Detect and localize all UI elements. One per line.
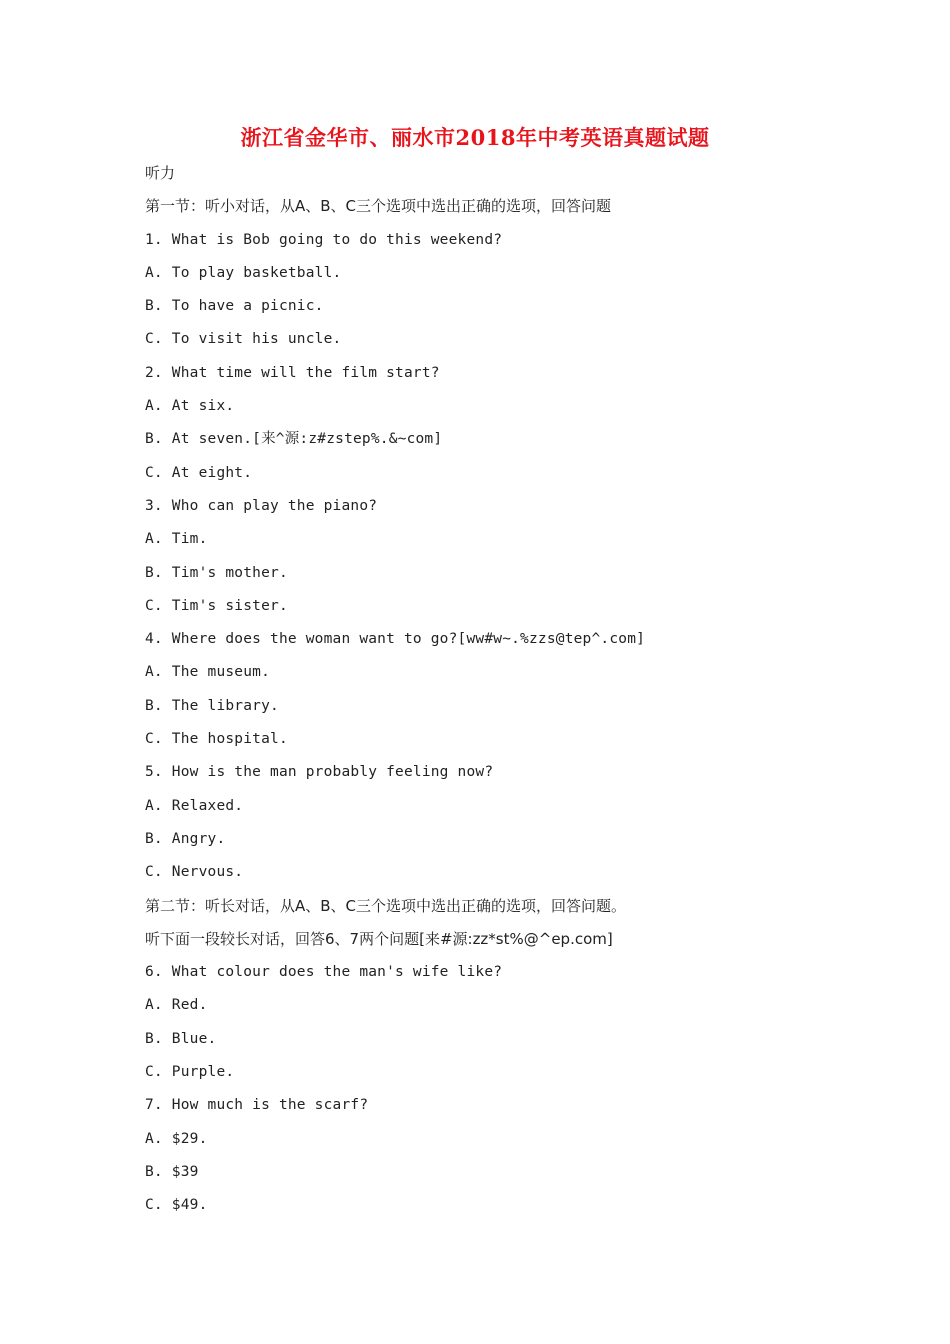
answer-option: C. $49. (145, 1197, 208, 1214)
answer-option: C. Purple. (145, 1064, 235, 1081)
answer-option: A. Tim. (145, 531, 208, 548)
answer-option: C. Tim's sister. (145, 597, 288, 614)
section-instruction: 第二节：听长对话，从A、B、C三个选项中选出正确的选项，回答问题。 (145, 896, 627, 915)
section-instruction: 听下面一段较长对话，回答6、7两个问题[来#源:zz*st%@^ep.com] (145, 929, 613, 948)
answer-option: A. To play basketball. (145, 264, 342, 281)
question-text: 1. What is Bob going to do this weekend? (145, 231, 503, 248)
question-text: 6. What colour does the man's wife like? (145, 964, 503, 981)
answer-option: A. Red. (145, 997, 208, 1014)
section-instruction: 第一节：听小对话，从A、B、C三个选项中选出正确的选项，回答问题 (145, 197, 612, 216)
answer-option: A. At six. (145, 398, 235, 415)
answer-option: C. The hospital. (145, 731, 288, 748)
answer-option: C. Nervous. (145, 864, 244, 881)
answer-option: C. To visit his uncle. (145, 331, 342, 348)
answer-option: B. To have a picnic. (145, 298, 324, 315)
answer-option: B. Angry. (145, 830, 226, 847)
answer-option: A. The museum. (145, 664, 271, 681)
question-text: 4. Where does the woman want to go?[ww#w~.%zzs@tep^.com] (145, 631, 646, 648)
answer-option: B. Tim's mother. (145, 564, 288, 581)
answer-option: C. At eight. (145, 464, 253, 481)
question-text: 2. What time will the film start? (145, 364, 440, 381)
section-heading-listening: 听力 (145, 164, 176, 182)
question-text: 7. How much is the scarf? (145, 1097, 369, 1114)
answer-option: B. At seven.[来^源:z#zstep%.&~com] (145, 431, 443, 448)
answer-option: B. Blue. (145, 1030, 217, 1047)
answer-option: B. The library. (145, 697, 279, 714)
answer-option: A. Relaxed. (145, 797, 244, 814)
answer-option: A. $29. (145, 1130, 208, 1147)
question-text: 3. Who can play the piano? (145, 497, 378, 514)
question-text: 5. How is the man probably feeling now? (145, 764, 494, 781)
page-title: 浙江省金华市、丽水市2018年中考英语真题试题 (240, 125, 710, 150)
answer-option: B. $39 (145, 1163, 199, 1180)
question-list (145, 160, 845, 1226)
